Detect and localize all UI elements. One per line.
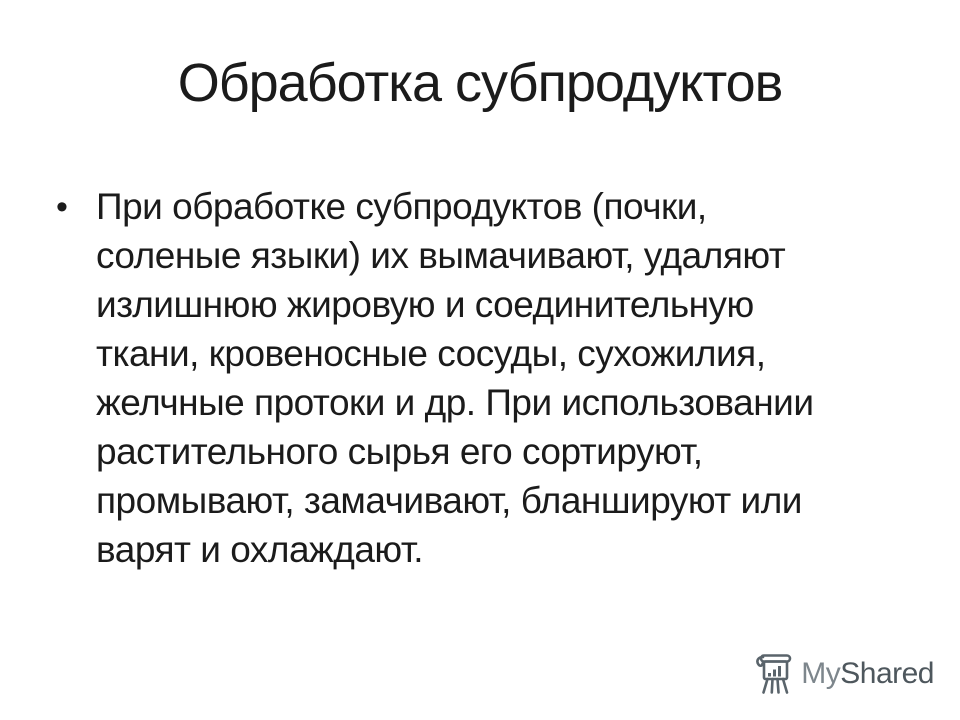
bullet-list <box>56 182 896 574</box>
body-line: соленые языки) их вымачивают, удаляют <box>96 235 786 276</box>
body-line: При обработке субпродуктов (почки, <box>96 186 707 227</box>
brand-my: My <box>801 657 841 690</box>
body-line: растительного сырья его сортируют, <box>96 431 703 472</box>
body-line: варят и охлаждают. <box>96 529 423 570</box>
myshared-watermark <box>753 652 934 696</box>
body-line: излишнюю жировую и соединительную <box>96 284 754 325</box>
presentation-easel-icon <box>753 652 793 696</box>
bullet-marker: • <box>56 188 68 226</box>
slide-title: Обработка субпродуктов <box>177 53 783 113</box>
brand-wordmark <box>801 659 934 689</box>
body-line: желчные протоки и др. При использовании <box>96 382 814 423</box>
body-line: промывают, замачивают, бланшируют или <box>96 480 802 521</box>
body-line: ткани, кровеносные сосуды, сухожилия, <box>96 333 766 374</box>
brand-shared: Shared <box>840 657 934 690</box>
